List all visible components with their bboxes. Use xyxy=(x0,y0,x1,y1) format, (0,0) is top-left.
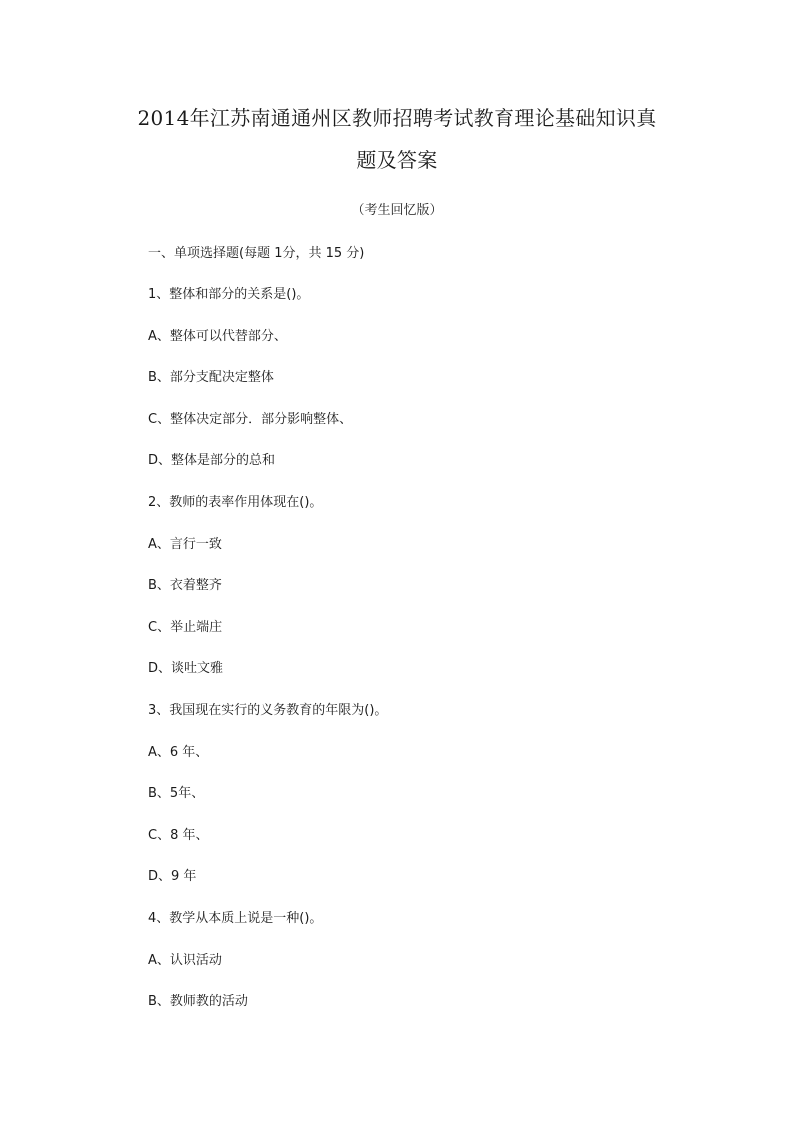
document-title-line-2: 题及答案 xyxy=(356,148,438,172)
question-1-option-b: B、部分支配决定整体 xyxy=(148,370,274,385)
question-3: 3、我国现在实行的义务教育的年限为()。 xyxy=(148,703,388,718)
question-1-option-d: D、整体是部分的总和 xyxy=(148,453,276,468)
question-1-option-a: A、整体可以代替部分、 xyxy=(148,329,287,344)
section-heading: 一、单项选择题(每题 1分，共 15 分) xyxy=(148,246,365,261)
question-2-option-a: A、言行一致 xyxy=(148,537,222,552)
question-2: 2、教师的表率作用体现在()。 xyxy=(148,495,323,510)
document-title-line-1: 2014年江苏南通通州区教师招聘考试教育理论基础知识真 xyxy=(137,106,657,130)
question-3-option-c: C、8 年、 xyxy=(148,828,209,843)
question-1: 1、整体和部分的关系是()。 xyxy=(148,287,310,302)
question-2-option-d: D、谈吐文雅 xyxy=(148,661,224,676)
question-2-option-c: C、举止端庄 xyxy=(148,620,223,635)
question-1-option-c: C、整体决定部分．部分影响整体、 xyxy=(148,412,353,427)
question-4-option-b: B、教师教的活动 xyxy=(148,994,248,1009)
question-4-option-a: A、认识活动 xyxy=(148,953,222,968)
question-3-option-a: A、6 年、 xyxy=(148,745,209,760)
question-3-option-d: D、9 年 xyxy=(148,869,197,884)
document-subtitle: （考生回忆版） xyxy=(351,203,443,218)
question-2-option-b: B、衣着整齐 xyxy=(148,578,222,593)
question-3-option-b: B、5年、 xyxy=(148,786,205,801)
question-4: 4、教学从本质上说是一种()。 xyxy=(148,911,323,926)
